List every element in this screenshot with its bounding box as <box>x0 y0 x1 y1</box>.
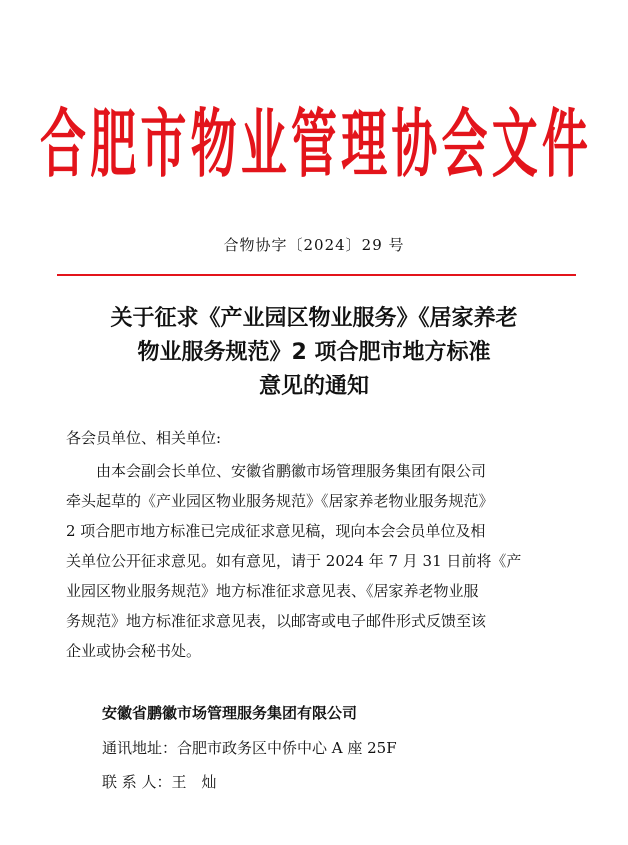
salutation: 各会员单位、相关单位: <box>66 429 222 447</box>
masthead-char: 管 <box>290 100 337 188</box>
body-line: 务规范》地方标准征求意见表，以邮寄或电子邮件形式反馈至该 <box>66 612 487 630</box>
body-line: 业园区物业服务规范》地方标准征求意见表、《居家养老物业服 <box>66 582 479 600</box>
mailing-address: 通讯地址：合肥市政务区中侨中心 A 座 25F <box>102 739 397 757</box>
body-line: 企业或协会秘书处。 <box>66 642 202 660</box>
masthead-char: 合 <box>40 100 86 188</box>
organization-name: 安徽省鹏徽市场管理服务集团有限公司 <box>102 704 358 722</box>
masthead-char: 市 <box>140 100 187 188</box>
masthead-char: 肥 <box>90 100 137 188</box>
title-line: 物业服务规范》2 项合肥市地方标准 <box>137 340 491 365</box>
body-paragraph <box>66 456 566 666</box>
body-line: 2 项合肥市地方标准已完成征求意见稿，现向本会会员单位及相 <box>66 522 486 540</box>
body-line: 关单位公开征求意见。如有意见，请于 2024 年 7 月 31 日前将《产 <box>66 552 522 570</box>
masthead-char: 件 <box>541 100 588 188</box>
contact-person: 联 系 人：王 灿 <box>102 773 217 791</box>
document-masthead <box>40 96 588 192</box>
body-line: 由本会副会长单位、安徽省鹏徽市场管理服务集团有限公司 <box>66 462 487 480</box>
body-line: 牵头起草的《产业园区物业服务规范》《居家养老物业服务规范》 <box>66 492 494 510</box>
masthead-char: 理 <box>341 100 388 188</box>
masthead-divider <box>57 274 576 276</box>
document-title <box>0 302 628 404</box>
masthead-char: 协 <box>391 100 438 188</box>
masthead-char: 会 <box>441 100 488 188</box>
document-number: 合物协字〔2024〕29 号 <box>223 236 405 254</box>
title-line: 意见的通知 <box>258 374 369 399</box>
masthead-char: 业 <box>240 100 287 188</box>
title-line: 关于征求《产业园区物业服务》《居家养老 <box>110 306 518 331</box>
masthead-char: 文 <box>491 100 538 188</box>
masthead-char: 物 <box>190 100 237 188</box>
